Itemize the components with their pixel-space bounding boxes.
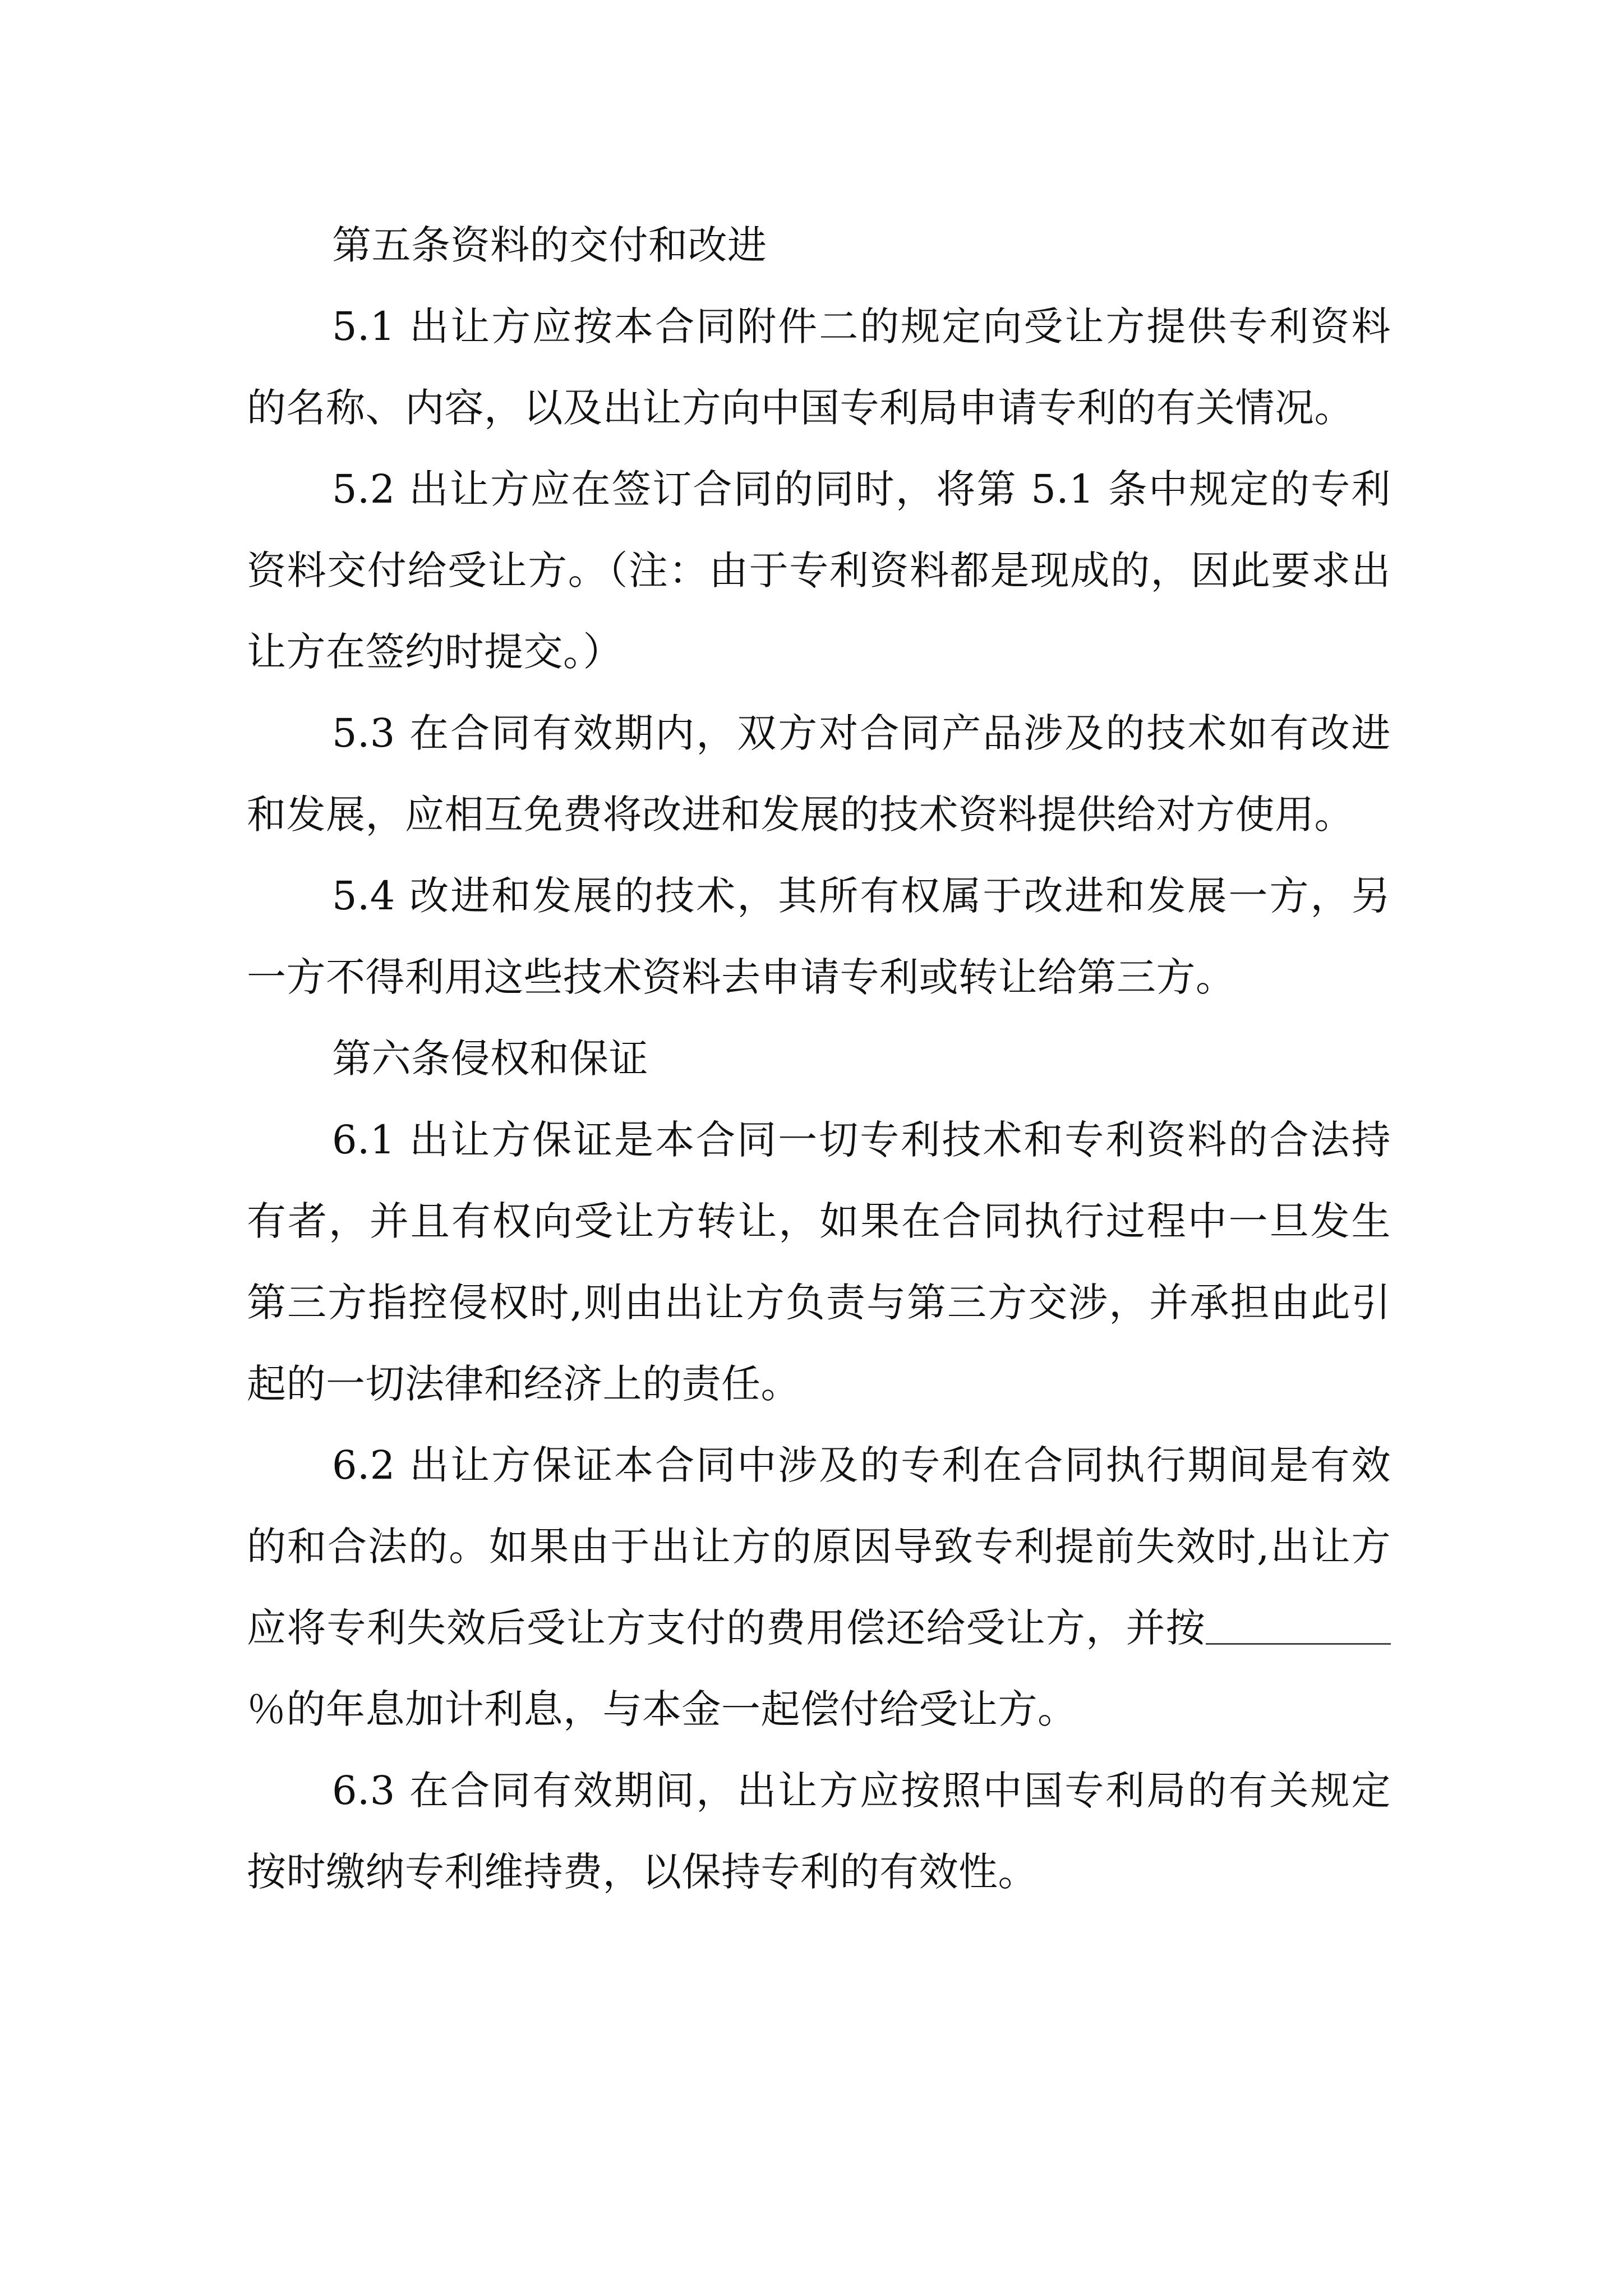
clause-6-3: 6.3 在合同有效期间，出让方应按照中国专利局的有关规定按时缴纳专利维持费，以保持专利的有效性。 bbox=[247, 1768, 1391, 1895]
clause-6-2-text-before-blank: 6.2 出让方保证本合同中涉及的专利在合同执行期间是有效的和合法的。如果由于出让方的原因导致专利提前失效时,出让方应将专利失效后受让方支付的费用偿还给受让方，并按 bbox=[247, 1442, 1391, 1651]
clause-5-2: 5.2 出让方应在签订合同的同时，将第 5.1 条中规定的专利资料交付给受让方。（注：由于专利资料都是现成的，因此要求出让方在签约时提交。） bbox=[247, 466, 1391, 675]
interest-rate-blank bbox=[1206, 1609, 1391, 1645]
clause-6-2 bbox=[247, 1425, 1391, 1750]
document-body bbox=[247, 205, 1391, 1913]
article-5-heading: 第五条资料的交付和改进 bbox=[332, 222, 767, 268]
clause-5-4: 5.4 改进和发展的技术，其所有权属于改进和发展一方，另一方不得利用这些技术资料去申请专利或转让给第三方。 bbox=[247, 873, 1391, 1000]
article-6-heading: 第六条侵权和保证 bbox=[332, 1036, 648, 1082]
clause-5-3: 5.3 在合同有效期内，双方对合同产品涉及的技术如有改进和发展，应相互免费将改进和发展的技术资料提供给对方使用。 bbox=[247, 710, 1391, 838]
clause-5-1: 5.1 出让方应按本合同附件二的规定向受让方提供专利资料的名称、内容，以及出让方向中国专利局申请专利的有关情况。 bbox=[247, 303, 1391, 431]
clause-6-1: 6.1 出让方保证是本合同一切专利技术和专利资料的合法持有者，并且有权向受让方转让，如果在合同执行过程中一旦发生第三方指控侵权时,则由出让方负责与第三方交涉，并承担由此引起的一切法律和经济上的责任。 bbox=[247, 1117, 1391, 1407]
clause-6-2-text-after-blank: ％的年息加计利息，与本金一起偿付给受让方。 bbox=[247, 1686, 1077, 1732]
